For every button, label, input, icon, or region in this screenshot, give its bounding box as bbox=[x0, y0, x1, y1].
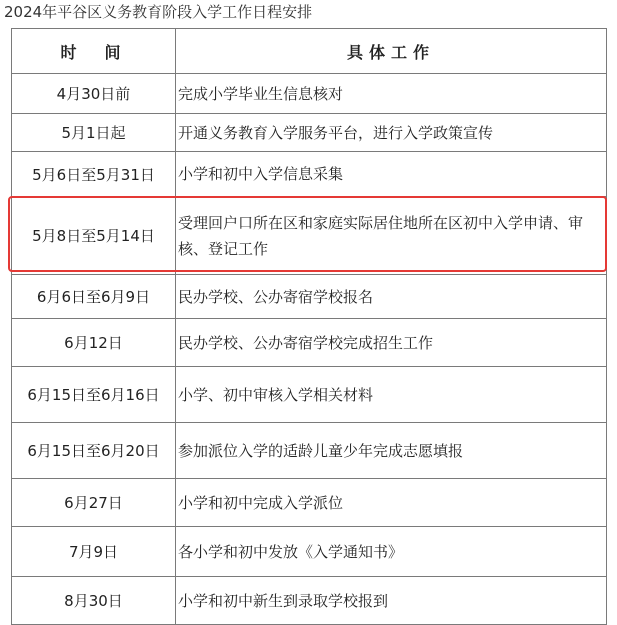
work-cell: 小学和初中新生到录取学校报到 bbox=[176, 577, 607, 625]
work-cell: 完成小学毕业生信息核对 bbox=[176, 74, 607, 114]
time-cell: 5月8日至5月14日 bbox=[12, 197, 176, 275]
work-cell: 小学、初中审核入学相关材料 bbox=[176, 367, 607, 423]
table-row bbox=[12, 527, 607, 577]
table-row bbox=[12, 275, 607, 319]
time-cell: 7月9日 bbox=[12, 527, 176, 577]
table-row bbox=[12, 197, 607, 275]
time-cell: 5月1日起 bbox=[12, 114, 176, 152]
table-row bbox=[12, 319, 607, 367]
work-cell: 各小学和初中发放《入学通知书》 bbox=[176, 527, 607, 577]
time-cell: 6月15日至6月20日 bbox=[12, 423, 176, 479]
header-time: 时 间 bbox=[12, 29, 176, 74]
table-row bbox=[12, 152, 607, 197]
work-cell: 小学和初中入学信息采集 bbox=[176, 152, 607, 197]
table-row bbox=[12, 114, 607, 152]
table-header-row bbox=[12, 29, 607, 74]
table-row bbox=[12, 423, 607, 479]
table-row bbox=[12, 367, 607, 423]
time-cell: 5月6日至5月31日 bbox=[12, 152, 176, 197]
time-cell: 6月12日 bbox=[12, 319, 176, 367]
time-cell: 8月30日 bbox=[12, 577, 176, 625]
work-cell: 参加派位入学的适龄儿童少年完成志愿填报 bbox=[176, 423, 607, 479]
table-row bbox=[12, 74, 607, 114]
page-title: 2024年平谷区义务教育阶段入学工作日程安排 bbox=[4, 3, 313, 21]
table-row bbox=[12, 479, 607, 527]
header-work: 具体工作 bbox=[176, 29, 607, 74]
time-cell: 4月30日前 bbox=[12, 74, 176, 114]
time-cell: 6月27日 bbox=[12, 479, 176, 527]
work-cell: 受理回户口所在区和家庭实际居住地所在区初中入学申请、审核、登记工作 bbox=[176, 197, 607, 275]
work-cell: 民办学校、公办寄宿学校报名 bbox=[176, 275, 607, 319]
time-cell: 6月6日至6月9日 bbox=[12, 275, 176, 319]
time-cell: 6月15日至6月16日 bbox=[12, 367, 176, 423]
work-cell: 民办学校、公办寄宿学校完成招生工作 bbox=[176, 319, 607, 367]
schedule-table bbox=[11, 28, 607, 625]
table-row bbox=[12, 577, 607, 625]
work-cell: 小学和初中完成入学派位 bbox=[176, 479, 607, 527]
work-cell: 开通义务教育入学服务平台，进行入学政策宣传 bbox=[176, 114, 607, 152]
